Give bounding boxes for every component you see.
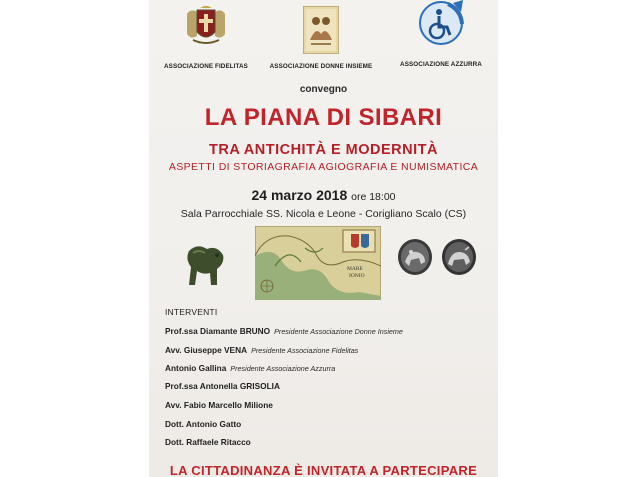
event-type: convegno — [299, 84, 348, 95]
map-label-mare: MARE — [347, 266, 363, 272]
speaker-role: Presidente Associazione Fidelitas — [251, 346, 359, 355]
coat-of-arms-icon — [183, 6, 229, 46]
ancient-coin-icon — [397, 238, 433, 276]
speaker-item — [165, 363, 335, 373]
speaker-item — [165, 400, 273, 410]
event-time: ore 18:00 — [351, 191, 396, 203]
logo-azzurra — [389, 0, 493, 68]
invitation-footer: LA CITTADINANZA È INVITATA A PARTECIPARE — [169, 463, 478, 477]
speaker-item — [165, 437, 251, 447]
wheelchair-icon — [417, 0, 465, 46]
logo-caption: ASSOCIAZIONE FIDELITAS — [164, 63, 248, 70]
speaker-item — [165, 419, 241, 429]
poster-images — [149, 224, 498, 300]
logo-fidelitas — [161, 6, 251, 70]
speaker-name: Dott. Antonio Gatto — [165, 419, 242, 429]
logo-caption: ASSOCIAZIONE AZZURRA — [400, 61, 482, 68]
speaker-role: Presidente Associazione Donne Insieme — [274, 327, 403, 336]
women-emblem-icon — [303, 6, 339, 54]
speaker-name: Prof.ssa Antonella GRISOLIA — [165, 381, 280, 391]
logo-caption: ASSOCIAZIONE DONNE INSIEME — [269, 63, 373, 70]
poster-title: LA PIANA DI SIBARI — [204, 104, 443, 131]
poster-topics: ASPETTI DI STORIAGRAFIA AGIOGRAFIA E NUMISMATICA — [168, 161, 479, 173]
event-datetime — [149, 187, 498, 203]
speaker-name: Dott. Raffaele Ritacco — [165, 437, 251, 447]
logo-donne-insieme — [267, 6, 375, 70]
event-date: 24 marzo 2018 — [251, 187, 348, 203]
speaker-name: Avv. Giuseppe VENA — [165, 345, 248, 355]
speaker-name: Prof.ssa Diamante BRUNO — [165, 326, 271, 336]
event-venue: Sala Parrocchiale SS. Nicola e Leone - Corigliano Scalo (CS) — [180, 208, 467, 220]
speaker-name: Antonio Gallina — [165, 363, 227, 373]
speaker-role: Presidente Associazione Azzurra — [230, 364, 336, 373]
speakers-heading: INTERVENTI — [165, 307, 218, 317]
event-poster — [149, 0, 498, 477]
bull-statuette-icon — [183, 241, 227, 293]
map-label-ionio: IONIO — [349, 273, 365, 279]
ancient-coin-icon — [441, 238, 477, 276]
old-map-image — [255, 226, 381, 300]
speaker-item — [165, 326, 403, 336]
poster-subtitle: TRA ANTICHITÀ E MODERNITÀ — [209, 142, 438, 158]
speaker-item — [165, 345, 358, 355]
speaker-name: Avv. Fabio Marcello Milione — [165, 400, 273, 410]
speaker-item — [165, 381, 280, 391]
